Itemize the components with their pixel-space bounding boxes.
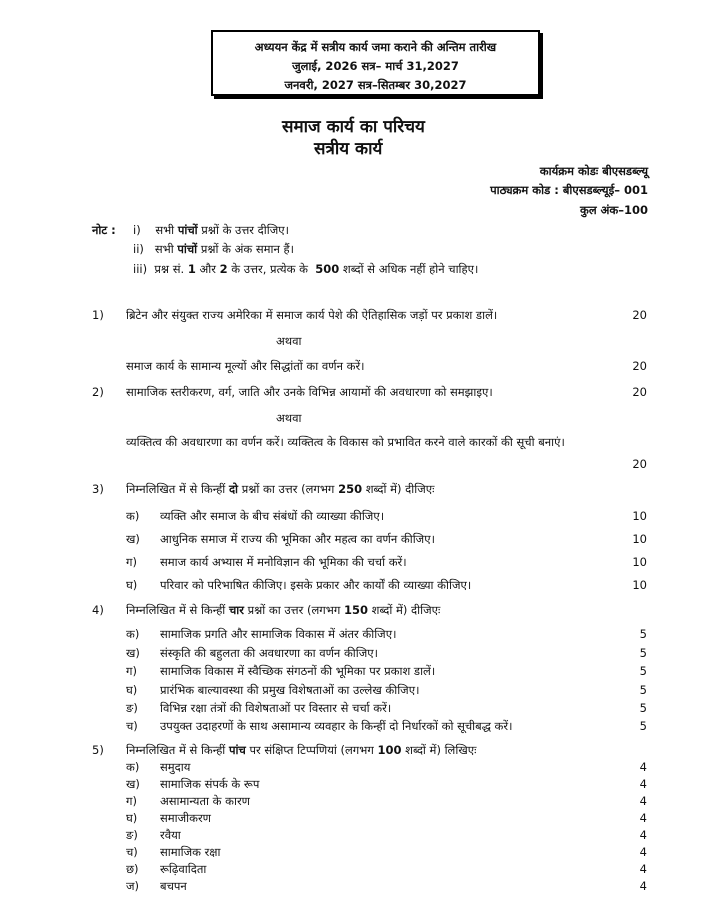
page-title: समाज कार्य का परिचय <box>282 117 425 137</box>
sub-question-number: क) <box>126 627 140 641</box>
question-text: सामाजिक स्तरीकरण, वर्ग, जाति और उनके विभिन्न आयामों की अवधारणा को समझाइए। <box>126 385 493 399</box>
question-marks: 20 <box>632 308 647 322</box>
sub-question-marks: 4 <box>639 811 647 825</box>
sub-question-marks: 5 <box>639 627 647 641</box>
sub-question-marks: 4 <box>639 760 647 774</box>
sub-question-text: समाज कार्य अभ्यास में मनोविज्ञान की भूमिका की चर्चा करें। <box>160 555 407 569</box>
sub-question-text: आधुनिक समाज में राज्य की भूमिका और महत्व का वर्णन कीजिए। <box>160 532 435 546</box>
sub-question-text: सामाजिक रक्षा <box>160 845 221 859</box>
sub-question-number: ङ) <box>126 828 138 842</box>
or-label: अथवा <box>276 334 302 348</box>
sub-question-marks: 10 <box>632 509 647 523</box>
sub-question-number: ख) <box>126 532 140 546</box>
sub-question-text: परिवार को परिभाषित कीजिए। इसके प्रकार और कार्यों की व्याख्या कीजिए। <box>160 578 472 592</box>
question-number: 4) <box>92 603 104 617</box>
sub-question-marks: 5 <box>639 646 647 660</box>
deadline-line-1: अध्ययन केंद्र में सत्रीय कार्य जमा कराने की अन्तिम तारीख <box>254 40 497 54</box>
question-text: निम्नलिखित में से किन्हीं चार प्रश्नों का उत्तर (लगभग 150 शब्दों में) दीजिएः <box>126 603 441 617</box>
sub-question-text: संस्कृति की बहुलता की अवधारणा का वर्णन कीजिए। <box>160 646 378 660</box>
sub-question-number: ग) <box>126 794 137 808</box>
sub-question-marks: 4 <box>639 862 647 876</box>
sub-question-number: क) <box>126 760 140 774</box>
sub-question-text: रवैया <box>160 828 181 842</box>
question-number: 2) <box>92 385 104 399</box>
sub-question-marks: 10 <box>632 532 647 546</box>
sub-question-marks: 4 <box>639 879 647 893</box>
sub-question-text: व्यक्ति और समाज के बीच संबंधों की व्याख्या कीजिए। <box>160 509 385 523</box>
note-item: i) सभी पांचों प्रश्नों के उत्तर दीजिए। <box>133 223 289 237</box>
sub-question-number: ङ) <box>126 701 138 715</box>
sub-question-text: प्रारंभिक बाल्यावस्था की प्रमुख विशेषताओं का उल्लेख कीजिए। <box>160 683 420 697</box>
sub-question-marks: 4 <box>639 777 647 791</box>
question-text: निम्नलिखित में से किन्हीं पांच पर संक्षिप्त टिप्पणियां (लगभग 100 शब्दों में) लिखिएः <box>126 743 477 757</box>
page-subtitle: सत्रीय कार्य <box>314 139 383 159</box>
sub-question-number: घ) <box>126 578 138 592</box>
total-marks: कुल अंक–100 <box>579 203 648 217</box>
sub-question-number: ख) <box>126 777 140 791</box>
deadline-line-2: जुलाई, 2026 सत्र– मार्च 31,2027 <box>292 59 459 73</box>
sub-question-number: क) <box>126 509 140 523</box>
question-number: 1) <box>92 308 104 322</box>
sub-question-text: सामाजिक प्रगति और सामाजिक विकास में अंतर कीजिए। <box>160 627 397 641</box>
sub-question-text: समाजीकरण <box>160 811 211 825</box>
question-text: ब्रिटेन और संयुक्त राज्य अमेरिका में समाज कार्य पेशे की ऐतिहासिक जड़ों पर प्रकाश डालें। <box>126 308 498 322</box>
deadline-line-3: जनवरी, 2027 सत्र–सितम्बर 30,2027 <box>284 78 467 92</box>
question-number: 3) <box>92 482 104 496</box>
question-marks: 20 <box>632 359 647 373</box>
note-item: iii) प्रश्न सं. 1 और 2 के उत्तर, प्रत्येक के 500 शब्दों से अधिक नहीं होने चाहिए। <box>133 262 479 276</box>
programme-code: कार्यक्रम कोडः बीएसडब्ल्यू <box>539 164 648 178</box>
sub-question-marks: 4 <box>639 794 647 808</box>
sub-question-marks: 5 <box>639 701 647 715</box>
question-alt-text: व्यक्तित्व की अवधारणा का वर्णन करें। व्यक्तित्व के विकास को प्रभावित करने वाले कारकों की सूची बनाएं। <box>126 435 565 449</box>
sub-question-number: घ) <box>126 683 138 697</box>
sub-question-number: च) <box>126 845 138 859</box>
sub-question-text: असामान्यता के कारण <box>160 794 250 808</box>
sub-question-text: विभिन्न रक्षा तंत्रों की विशेषताओं पर विस्तार से चर्चा करें। <box>160 701 392 715</box>
sub-question-marks: 5 <box>639 683 647 697</box>
or-label: अथवा <box>276 411 302 425</box>
sub-question-marks: 5 <box>639 719 647 733</box>
sub-question-marks: 10 <box>632 555 647 569</box>
sub-question-text: बचपन <box>160 879 187 893</box>
sub-question-number: ग) <box>126 664 137 678</box>
sub-question-marks: 5 <box>639 664 647 678</box>
question-number: 5) <box>92 743 104 757</box>
sub-question-number: छ) <box>126 862 139 876</box>
course-code: पाठ्यक्रम कोड : बीएसडब्ल्यूई– 001 <box>490 183 648 197</box>
sub-question-text: समुदाय <box>160 760 191 774</box>
sub-question-number: ज) <box>126 879 140 893</box>
sub-question-number: ग) <box>126 555 137 569</box>
sub-question-text: रूढ़िवादिता <box>160 862 207 876</box>
deadline-box <box>211 30 540 96</box>
sub-question-marks: 4 <box>639 845 647 859</box>
sub-question-text: उपयुक्त उदाहरणों के साथ असामान्य व्यवहार के किन्हीं दो निर्धारकों को सूचीबद्ध करें। <box>160 719 513 733</box>
question-marks: 20 <box>632 457 647 471</box>
note-label: नोट : <box>92 223 116 237</box>
sub-question-text: सामाजिक संपर्क के रूप <box>160 777 260 791</box>
sub-question-marks: 4 <box>639 828 647 842</box>
sub-question-number: च) <box>126 719 138 733</box>
note-item: ii) सभी पांचों प्रश्नों के अंक समान हैं। <box>133 242 295 256</box>
question-text: निम्नलिखित में से किन्हीं दो प्रश्नों का उत्तर (लगभग 250 शब्दों में) दीजिएः <box>126 482 435 496</box>
question-alt-text: समाज कार्य के सामान्य मूल्यों और सिद्धांतों का वर्णन करें। <box>126 359 365 373</box>
sub-question-marks: 10 <box>632 578 647 592</box>
sub-question-text: सामाजिक विकास में स्वैच्छिक संगठनों की भूमिका पर प्रकाश डालें। <box>160 664 436 678</box>
sub-question-number: ख) <box>126 646 140 660</box>
sub-question-number: घ) <box>126 811 138 825</box>
question-marks: 20 <box>632 385 647 399</box>
